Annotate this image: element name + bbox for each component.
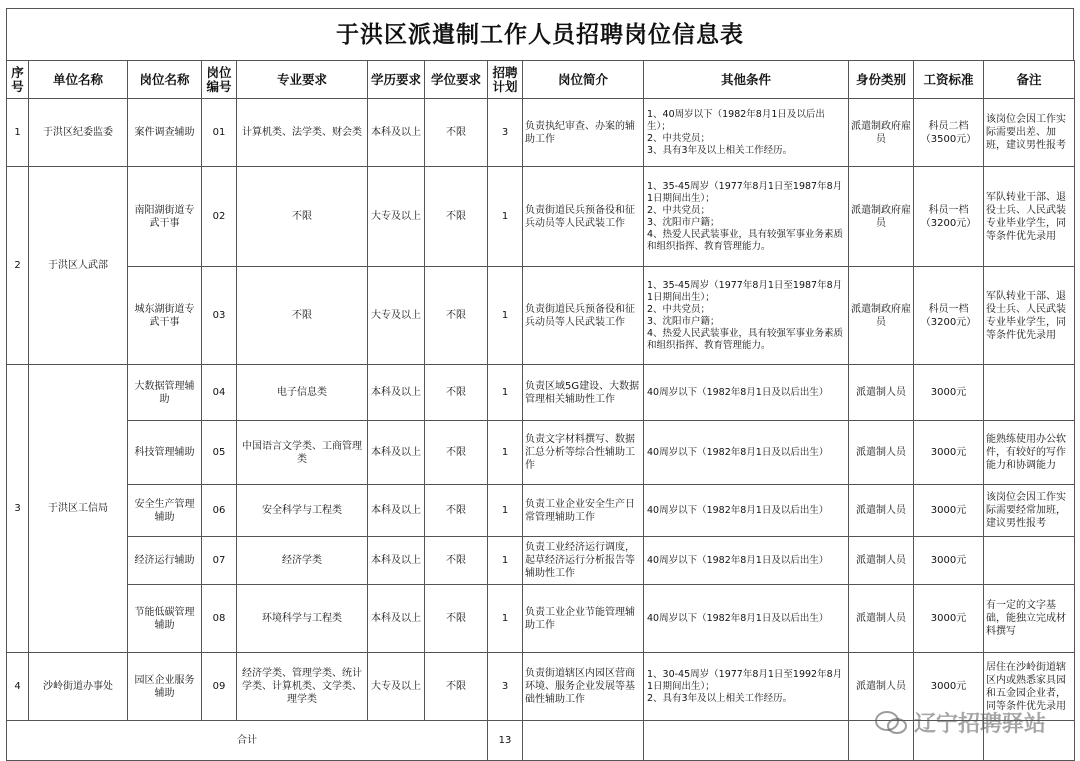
header-code: 岗位编号 bbox=[202, 61, 237, 99]
header-post: 岗位名称 bbox=[128, 61, 202, 99]
cell-post: 节能低碳管理辅助 bbox=[128, 585, 202, 653]
table-row bbox=[7, 167, 1075, 267]
cell-code: 04 bbox=[202, 365, 237, 421]
cell-code: 02 bbox=[202, 167, 237, 267]
condition-line: 4、热爱人民武装事业，具有较强军事业务素质和组织指挥、教育管理能力。 bbox=[647, 228, 844, 252]
cell-note: 能熟练使用办公软件，有较好的写作能力和协调能力 bbox=[984, 421, 1075, 485]
header-intro: 岗位简介 bbox=[523, 61, 644, 99]
cell-identity: 派遣制政府雇员 bbox=[849, 167, 914, 267]
cell-post: 科技管理辅助 bbox=[128, 421, 202, 485]
cell-note bbox=[984, 537, 1075, 585]
cell-intro: 负责工业企业节能管理辅助工作 bbox=[523, 585, 644, 653]
total-label: 合计 bbox=[7, 721, 488, 761]
header-salary: 工资标准 bbox=[914, 61, 984, 99]
cell-code: 09 bbox=[202, 653, 237, 721]
cell-unit-name: 于洪区纪委监委 bbox=[29, 99, 128, 167]
cell-salary bbox=[914, 485, 984, 537]
salary-line: 科员一档 bbox=[928, 303, 969, 315]
cell-salary bbox=[914, 365, 984, 421]
cell-salary bbox=[914, 99, 984, 167]
salary-line: 科员一档 bbox=[928, 204, 969, 216]
cell-plan: 3 bbox=[488, 99, 523, 167]
condition-line: 3、沈阳市户籍； bbox=[647, 315, 720, 327]
cell-salary bbox=[914, 167, 984, 267]
condition-line: 1、40周岁以下（1982年8月1日及以后出生）； bbox=[647, 108, 825, 132]
condition-line: 40周岁以下（1982年8月1日及以后出生） bbox=[647, 446, 829, 458]
cell-major: 电子信息类 bbox=[237, 365, 368, 421]
cell-plan: 1 bbox=[488, 421, 523, 485]
cell-edu: 本科及以上 bbox=[368, 585, 425, 653]
cell-edu: 本科及以上 bbox=[368, 485, 425, 537]
cell-edu: 本科及以上 bbox=[368, 99, 425, 167]
total-value: 13 bbox=[488, 721, 523, 761]
cell-note: 该岗位会因工作实际需要出差、加班，建议男性报考 bbox=[984, 99, 1075, 167]
cell-conditions bbox=[644, 99, 849, 167]
cell-edu: 本科及以上 bbox=[368, 537, 425, 585]
cell-major: 中国语言文学类、工商管理类 bbox=[237, 421, 368, 485]
cell-intro: 负责街道民兵预备役和征兵动员等人民武装工作 bbox=[523, 267, 644, 365]
cell-post: 大数据管理辅助 bbox=[128, 365, 202, 421]
cell-post: 案件调查辅助 bbox=[128, 99, 202, 167]
cell-code: 08 bbox=[202, 585, 237, 653]
condition-line: 1、35-45周岁（1977年8月1日至1987年8月1日期间出生）； bbox=[647, 180, 843, 204]
cell-unit-name: 沙岭街道办事处 bbox=[29, 653, 128, 721]
cell-note: 有一定的文字基础，能独立完成材料撰写 bbox=[984, 585, 1075, 653]
cell-salary bbox=[914, 653, 984, 721]
cell-identity: 派遣制人员 bbox=[849, 653, 914, 721]
cell-post: 安全生产管理辅助 bbox=[128, 485, 202, 537]
condition-line: 2、中共党员； bbox=[647, 303, 711, 315]
condition-line: 1、35-45周岁（1977年8月1日至1987年8月1日期间出生）； bbox=[647, 279, 843, 303]
condition-line: 4、热爱人民武装事业，具有较强军事业务素质和组织指挥、教育管理能力。 bbox=[647, 327, 844, 351]
total-empty-intro bbox=[523, 721, 644, 761]
cell-post: 城东湖街道专武干事 bbox=[128, 267, 202, 365]
total-empty-salary bbox=[914, 721, 984, 761]
cell-degree: 不限 bbox=[425, 99, 488, 167]
cell-degree: 不限 bbox=[425, 653, 488, 721]
salary-line: 3000元 bbox=[930, 555, 967, 566]
cell-seq: 2 bbox=[7, 167, 29, 365]
cell-major: 环境科学与工程类 bbox=[237, 585, 368, 653]
cell-conditions bbox=[644, 365, 849, 421]
cell-salary bbox=[914, 585, 984, 653]
salary-line: 3000元 bbox=[930, 505, 967, 516]
cell-seq: 1 bbox=[7, 99, 29, 167]
cell-salary bbox=[914, 267, 984, 365]
cell-post: 南阳湖街道专武干事 bbox=[128, 167, 202, 267]
total-empty-identity bbox=[849, 721, 914, 761]
cell-conditions bbox=[644, 421, 849, 485]
cell-identity: 派遣制政府雇员 bbox=[849, 267, 914, 365]
cell-intro: 负责街道辖区内园区营商环境、服务企业发展等基础性辅助工作 bbox=[523, 653, 644, 721]
cell-plan: 1 bbox=[488, 585, 523, 653]
salary-line: （3200元） bbox=[920, 217, 977, 229]
cell-seq: 4 bbox=[7, 653, 29, 721]
cell-major: 经济学类 bbox=[237, 537, 368, 585]
header-conditions: 其他条件 bbox=[644, 61, 849, 99]
cell-major: 经济学类、管理学类、统计学类、计算机类、文学类、理学类 bbox=[237, 653, 368, 721]
condition-line: 40周岁以下（1982年8月1日及以后出生） bbox=[647, 504, 829, 516]
cell-note: 军队转业干部、退役士兵、人民武装专业毕业学生，同等条件优先录用 bbox=[984, 267, 1075, 365]
salary-line: 科员二档 bbox=[928, 120, 969, 132]
salary-line: 3000元 bbox=[930, 447, 967, 458]
cell-plan: 1 bbox=[488, 537, 523, 585]
salary-line: （3500元） bbox=[920, 133, 977, 145]
cell-code: 01 bbox=[202, 99, 237, 167]
header-major: 专业要求 bbox=[237, 61, 368, 99]
cell-conditions bbox=[644, 485, 849, 537]
cell-plan: 3 bbox=[488, 653, 523, 721]
cell-unit-name: 于洪区工信局 bbox=[29, 365, 128, 653]
cell-major: 计算机类、法学类、财会类 bbox=[237, 99, 368, 167]
header-note: 备注 bbox=[984, 61, 1075, 99]
cell-unit-name: 于洪区人武部 bbox=[29, 167, 128, 365]
cell-degree: 不限 bbox=[425, 485, 488, 537]
salary-line: 3000元 bbox=[930, 681, 967, 692]
header-plan: 招聘计划 bbox=[488, 61, 523, 99]
cell-degree: 不限 bbox=[425, 365, 488, 421]
table-row bbox=[7, 267, 1075, 365]
condition-line: 2、中共党员； bbox=[647, 204, 711, 216]
cell-degree: 不限 bbox=[425, 167, 488, 267]
cell-intro: 负责街道民兵预备役和征兵动员等人民武装工作 bbox=[523, 167, 644, 267]
total-row bbox=[7, 721, 1075, 761]
cell-note: 该岗位会因工作实际需要经常加班，建议男性报考 bbox=[984, 485, 1075, 537]
cell-plan: 1 bbox=[488, 267, 523, 365]
page-title: 于洪区派遣制工作人员招聘岗位信息表 bbox=[6, 8, 1074, 60]
table-row bbox=[7, 421, 1075, 485]
cell-note: 居住在沙岭街道辖区内或熟悉家具园和五金园企业者，同等条件优先录用 bbox=[984, 653, 1075, 721]
cell-edu: 本科及以上 bbox=[368, 421, 425, 485]
recruitment-sheet bbox=[6, 8, 1074, 756]
total-empty-note bbox=[984, 721, 1075, 761]
cell-identity: 派遣制人员 bbox=[849, 585, 914, 653]
header-unit: 单位名称 bbox=[29, 61, 128, 99]
cell-note: 军队转业干部、退役士兵、人民武装专业毕业学生，同等条件优先录用 bbox=[984, 167, 1075, 267]
cell-intro: 负责工业经济运行调度，起草经济运行分析报告等辅助性工作 bbox=[523, 537, 644, 585]
cell-seq: 3 bbox=[7, 365, 29, 653]
table-row bbox=[7, 99, 1075, 167]
cell-plan: 1 bbox=[488, 167, 523, 267]
cell-degree: 不限 bbox=[425, 421, 488, 485]
header-edu: 学历要求 bbox=[368, 61, 425, 99]
cell-code: 07 bbox=[202, 537, 237, 585]
table-row bbox=[7, 537, 1075, 585]
positions-table bbox=[6, 60, 1075, 761]
condition-line: 1、30-45周岁（1977年8月1日至1992年8月1日期间出生）； bbox=[647, 668, 843, 692]
table-body bbox=[7, 99, 1075, 721]
condition-line: 3、具有3年及以上相关工作经历。 bbox=[647, 144, 793, 156]
condition-line: 40周岁以下（1982年8月1日及以后出生） bbox=[647, 612, 829, 624]
cell-edu: 大专及以上 bbox=[368, 267, 425, 365]
cell-intro: 负责文字材料撰写、数据汇总分析等综合性辅助工作 bbox=[523, 421, 644, 485]
cell-conditions bbox=[644, 167, 849, 267]
table-header-row bbox=[7, 61, 1075, 99]
cell-identity: 派遣制人员 bbox=[849, 421, 914, 485]
cell-conditions bbox=[644, 267, 849, 365]
cell-note bbox=[984, 365, 1075, 421]
cell-major: 安全科学与工程类 bbox=[237, 485, 368, 537]
cell-intro: 负责工业企业安全生产日常管理辅助工作 bbox=[523, 485, 644, 537]
cell-salary bbox=[914, 421, 984, 485]
cell-major: 不限 bbox=[237, 267, 368, 365]
total-empty-cond bbox=[644, 721, 849, 761]
cell-intro: 负责区域5G建设、大数据管理相关辅助性工作 bbox=[523, 365, 644, 421]
salary-line: 3000元 bbox=[930, 387, 967, 398]
cell-conditions bbox=[644, 653, 849, 721]
cell-post: 经济运行辅助 bbox=[128, 537, 202, 585]
cell-edu: 大专及以上 bbox=[368, 653, 425, 721]
condition-line: 40周岁以下（1982年8月1日及以后出生） bbox=[647, 386, 829, 398]
cell-identity: 派遣制人员 bbox=[849, 537, 914, 585]
table-row bbox=[7, 485, 1075, 537]
condition-line: 2、具有3年及以上相关工作经历。 bbox=[647, 692, 793, 704]
cell-edu: 大专及以上 bbox=[368, 167, 425, 267]
table-row bbox=[7, 585, 1075, 653]
condition-line: 40周岁以下（1982年8月1日及以后出生） bbox=[647, 554, 829, 566]
table-row bbox=[7, 653, 1075, 721]
cell-intro: 负责执纪审查、办案的辅助工作 bbox=[523, 99, 644, 167]
salary-line: 3000元 bbox=[930, 613, 967, 624]
watermark-text: 辽宁招聘驿站 bbox=[913, 712, 1046, 737]
header-degree: 学位要求 bbox=[425, 61, 488, 99]
cell-identity: 派遣制政府雇员 bbox=[849, 99, 914, 167]
cell-degree: 不限 bbox=[425, 267, 488, 365]
cell-identity: 派遣制人员 bbox=[849, 365, 914, 421]
condition-line: 3、沈阳市户籍； bbox=[647, 216, 720, 228]
header-seq: 序号 bbox=[7, 61, 29, 99]
cell-conditions bbox=[644, 537, 849, 585]
cell-post: 园区企业服务辅助 bbox=[128, 653, 202, 721]
cell-identity: 派遣制人员 bbox=[849, 485, 914, 537]
cell-major: 不限 bbox=[237, 167, 368, 267]
header-identity: 身份类别 bbox=[849, 61, 914, 99]
cell-salary bbox=[914, 537, 984, 585]
cell-conditions bbox=[644, 585, 849, 653]
cell-code: 03 bbox=[202, 267, 237, 365]
condition-line: 2、中共党员； bbox=[647, 132, 711, 144]
cell-edu: 本科及以上 bbox=[368, 365, 425, 421]
table-row bbox=[7, 365, 1075, 421]
cell-degree: 不限 bbox=[425, 585, 488, 653]
cell-code: 05 bbox=[202, 421, 237, 485]
cell-plan: 1 bbox=[488, 365, 523, 421]
cell-degree: 不限 bbox=[425, 537, 488, 585]
cell-plan: 1 bbox=[488, 485, 523, 537]
salary-line: （3200元） bbox=[920, 316, 977, 328]
cell-code: 06 bbox=[202, 485, 237, 537]
